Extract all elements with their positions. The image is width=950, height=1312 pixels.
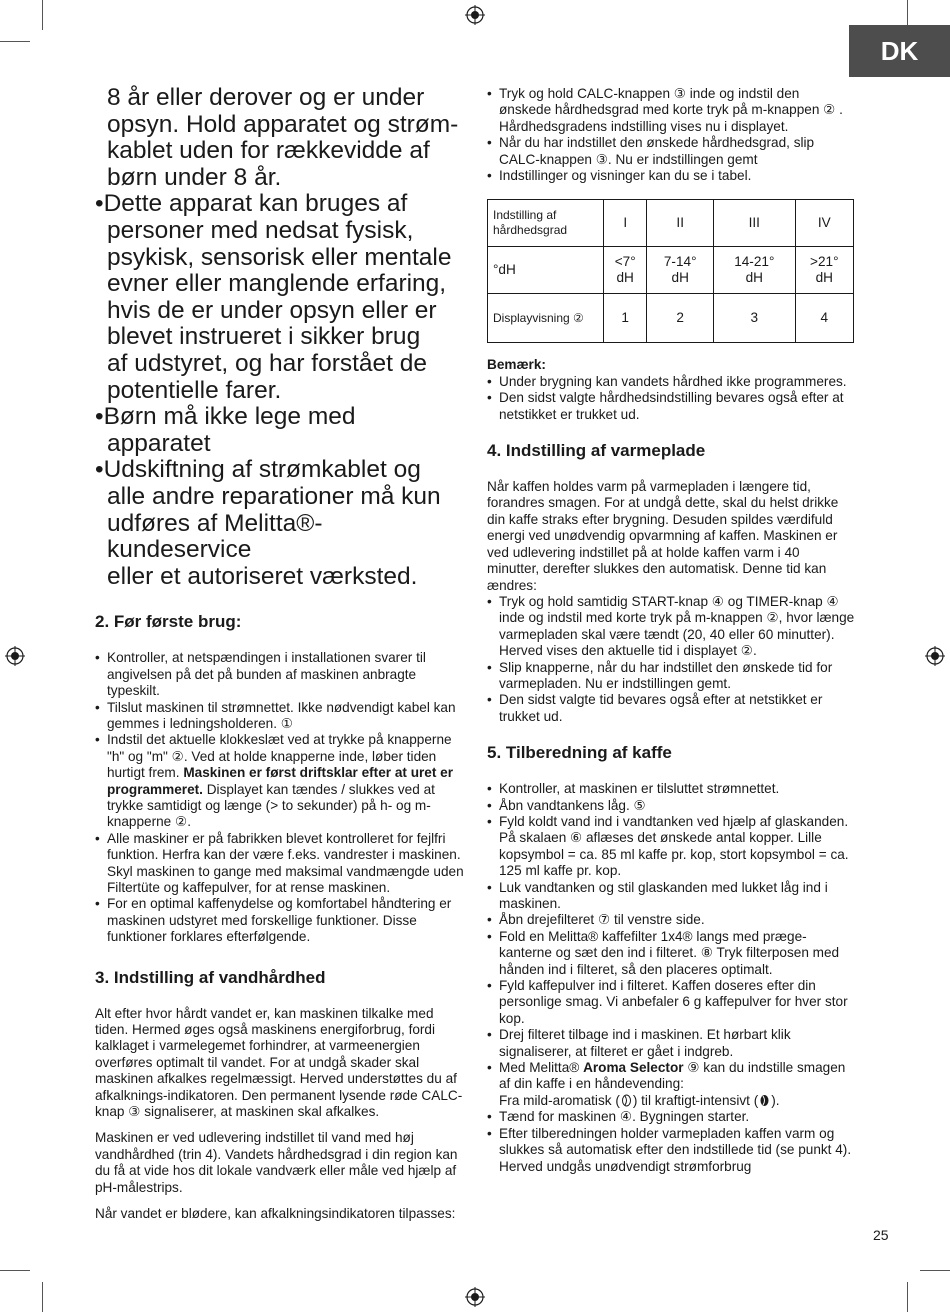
safety-bullet: •Udskiftning af strømkablet og	[95, 456, 421, 484]
list-item: • Åbn vandtankens låg. ⑤	[487, 798, 855, 814]
crop-mark	[0, 1270, 30, 1271]
table-row	[488, 247, 854, 294]
section-2-title: 2. Før første brug:	[95, 612, 242, 632]
hardness-table	[487, 199, 854, 343]
remark-block	[487, 357, 855, 423]
section-4-body	[487, 479, 855, 725]
page-number: 25	[873, 1227, 889, 1243]
safety-line: eller et autoriseret værksted.	[107, 562, 418, 590]
table-cell: 2	[647, 294, 714, 343]
table-cell: 7-14° dH	[647, 247, 714, 294]
left-column	[95, 85, 465, 1222]
section-3-body	[95, 1006, 465, 1223]
table-row	[488, 294, 854, 343]
paragraph: Når kaffen holdes varm på varmepladen i længere tid, forandres smagen. For at undgå dette, skal du helst drikke din kaffe straks efter brygning. Desuden spildes værdifuld energi ved unødvendig opvarmning af kaffen. Maskinen er ved udlevering indstillet på at holde kaffen varm i 40 minutter, derefter slukkes den automatisk. Denne tid kan ændres:	[487, 479, 839, 593]
table-cell: Indstilling af hårdhedsgrad	[488, 200, 604, 247]
section-5-list	[487, 781, 855, 1175]
table-cell: 14-21° dH	[714, 247, 796, 294]
list-item: • Fold en Melitta® kaffefilter 1x4® langs med præge-kanterne og sæt den ind i filteret. ⑧ Tryk filterposen med hånden ind i filteret, så den placeres optimalt.	[487, 929, 855, 978]
list-item: • Fyld kaffepulver ind i filteret. Kaffen doseres efter din personlige smag. Vi anbefaler 6 g kaffepulver for hver stor kop.	[487, 978, 855, 1027]
intro-line: opsyn. Hold apparatet og strøm-	[107, 110, 459, 138]
safety-line: udføres af Melitta®-kundeservice	[107, 509, 323, 564]
intro-line: 8 år eller derover og er under	[107, 84, 425, 111]
list-item: • Indstillinger og visninger kan du se i tabel.	[487, 168, 855, 184]
intro-line: børn under 8 år.	[107, 163, 282, 191]
safety-line: blevet instrueret i sikker brug	[107, 323, 421, 351]
section-4-title: 4. Indstilling af varmeplade	[487, 441, 706, 461]
paragraph: Når vandet er blødere, kan afkalkningsindikatoren tilpasses:	[95, 1206, 456, 1222]
hardness-steps	[487, 86, 855, 184]
table-header-cell: III	[714, 200, 796, 247]
list-item: • Med Melitta® Aroma Selector ⑨ kan du indstille smagen af din kaffe i en håndevending: Fra mild-aromatisk ( ) til kraftigt-intensivt ( ).	[487, 1060, 855, 1109]
safety-bullet: •Dette apparat kan bruges af	[95, 190, 408, 218]
table-cell: Displayvisning ②	[488, 294, 604, 343]
list-item: • Når du har indstillet den ønskede hårdhedsgrad, slip CALC-knappen ③. Nu er indstillingen gemt	[487, 135, 855, 168]
list-item: • Luk vandtanken og stil glaskanden med lukket låg ind i maskinen.	[487, 880, 855, 913]
list-item: • Alle maskiner er på fabrikken blevet kontrolleret for fejlfri funktion. Herfra kan der være f.eks. vandrester i maskinen. Skyl maskinen to gange med maksimal vandmængde uden Filtertüte og kaffepulver, for at rense maskinen.	[95, 831, 465, 897]
table-cell: <7° dH	[604, 247, 647, 294]
safety-line: evner eller manglende erfaring,	[107, 270, 447, 298]
section-2-list	[95, 650, 465, 945]
safety-line: potentielle farer.	[107, 376, 282, 404]
list-item: • Drej filteret tilbage ind i maskinen. Et hørbart klik signaliserer, at filteret er gået i indgreb.	[487, 1027, 855, 1060]
table-header-cell: IV	[795, 200, 853, 247]
list-item: • Kontroller, at netspændingen i installationen svarer til angivelsen på det på bunden af maskinen anbragte typeskilt.	[95, 650, 465, 699]
strong-bean-icon	[758, 1094, 771, 1107]
remark-title: Bemærk:	[487, 357, 546, 373]
safety-line: psykisk, sensorisk eller mentale	[107, 243, 452, 271]
table-cell: 4	[795, 294, 853, 343]
table-cell: 1	[604, 294, 647, 343]
table-header-cell: II	[647, 200, 714, 247]
list-item: • Den sidst valgte hårdhedsindstilling bevares også efter at netstikket er trukket ud.	[487, 390, 855, 423]
safety-notes	[95, 85, 465, 590]
registration-mark-icon	[5, 646, 25, 666]
crop-mark	[0, 41, 30, 42]
right-column	[487, 86, 855, 1175]
section-4-list	[487, 594, 855, 725]
list-item: • Den sidst valgte tid bevares også efter at netstikket er trukket ud.	[487, 692, 855, 725]
paragraph: Alt efter hvor hårdt vandet er, kan maskinen tilkalke med tiden. Hermed øges også maskinens energiforbrug, fordi kalklaget i varmelegemet forhindrer, at varmeenergien overføres optimalt til vandet. For at undgå skader skal maskinen afkalkes regelmæssigt. Herved understøttes du af afkalknings-indikatoren. Den permanent lysende røde CALC-knap ③ signaliserer, at maskinen skal afkalkes.	[95, 1005, 463, 1120]
intro-line: kablet uden for rækkevidde af	[107, 137, 430, 165]
safety-line: af udstyret, og har forstået de	[107, 349, 428, 377]
table-cell: °dH	[488, 247, 604, 294]
table-cell: >21° dH	[795, 247, 853, 294]
list-item: • Slip knapperne, når du har indstillet den ønskede tid for varmepladen. Nu er indstillingen gemt.	[487, 660, 855, 693]
table-cell: 3	[714, 294, 796, 343]
section-5-title: 5. Tilberedning af kaffe	[487, 743, 672, 763]
list-item: • For en optimal kaffenydelse og komfortabel håndtering er maskinen udstyret med forskellige funktioner. Disse funktioner forklares efterfølgende.	[95, 896, 465, 945]
crop-mark	[907, 1282, 908, 1312]
registration-mark-icon	[925, 646, 945, 666]
safety-line: personer med nedsat fysisk,	[107, 216, 414, 244]
language-tab: DK	[849, 25, 950, 77]
list-item: • Efter tilberedningen holder varmepladen kaffen varm og slukkes så automatisk efter den indstillede tid (se punkt 4). Herved undgås unødvendigt strømforbrug	[487, 1126, 855, 1175]
section-3-title: 3. Indstilling af vandhårdhed	[95, 967, 326, 987]
remark-list	[487, 374, 855, 423]
list-item: • Tænd for maskinen ④. Bygningen starter.	[487, 1109, 855, 1125]
list-item: • Kontroller, at maskinen er tilsluttet strømnettet.	[487, 781, 855, 797]
registration-mark-icon	[465, 5, 485, 25]
safety-line: hvis de er under opsyn eller er	[107, 296, 437, 324]
table-row	[488, 200, 854, 247]
list-item: • Tryk og hold CALC-knappen ③ inde og indstil den ønskede hårdhedsgrad med korte tryk på m-knappen ② . Hårdhedsgradens indstilling vises nu i displayet.	[487, 86, 855, 135]
list-item: • Åbn drejefilteret ⑦ til venstre side.	[487, 912, 855, 928]
crop-mark	[920, 1270, 950, 1271]
safety-line: alle andre reparationer må kun	[107, 482, 441, 510]
list-item: • Tryk og hold samtidig START-knap ④ og TIMER-knap ④ inde og indstil med korte tryk på m-knappen ②, hvor længe varmepladen skal være tændt (20, 40 eller 60 minutter). Herved vises den aktuelle tid i displayet ②.	[487, 594, 855, 660]
list-item: • Tilslut maskinen til strømnettet. Ikke nødvendigt kabel kan gemmes i ledningsholderen. ①	[95, 700, 465, 733]
safety-bullet: •Børn må ikke lege med apparatet	[95, 403, 356, 457]
crop-mark	[42, 1282, 43, 1312]
list-item: • Indstil det aktuelle klokkeslæt ved at trykke på knapperne "h" og "m" ②. Ved at holde knapperne inde, løber tiden hurtigt frem. Maskinen er først driftsklar efter at uret er programmeret. Displayet kan tændes / slukkes ved at trykke samtidigt og længe (> to sekunder) på h- og m-knapperne ②.	[95, 732, 465, 830]
paragraph: Maskinen er ved udlevering indstillet til vand med høj vandhårdhed (trin 4). Vandets hårdhedsgrad i din region kan du få at vide hos dit lokale vandværk eller måle ved hjælp af pH-målestrips.	[95, 1130, 458, 1195]
registration-mark-icon	[465, 1287, 485, 1307]
list-item: • Fyld koldt vand ind i vandtanken ved hjælp af glaskanden. På skalaen ⑥ aflæses det ønskede antal kopper. Lille kopsymbol = ca. 85 ml kaffe pr. kop, stort kopsymbol = ca. 125 ml kaffe pr. kop.	[487, 814, 855, 880]
table-header-cell: I	[604, 200, 647, 247]
list-item: • Under brygning kan vandets hårdhed ikke programmeres.	[487, 374, 855, 390]
crop-mark	[42, 0, 43, 30]
mild-bean-icon	[620, 1094, 633, 1107]
